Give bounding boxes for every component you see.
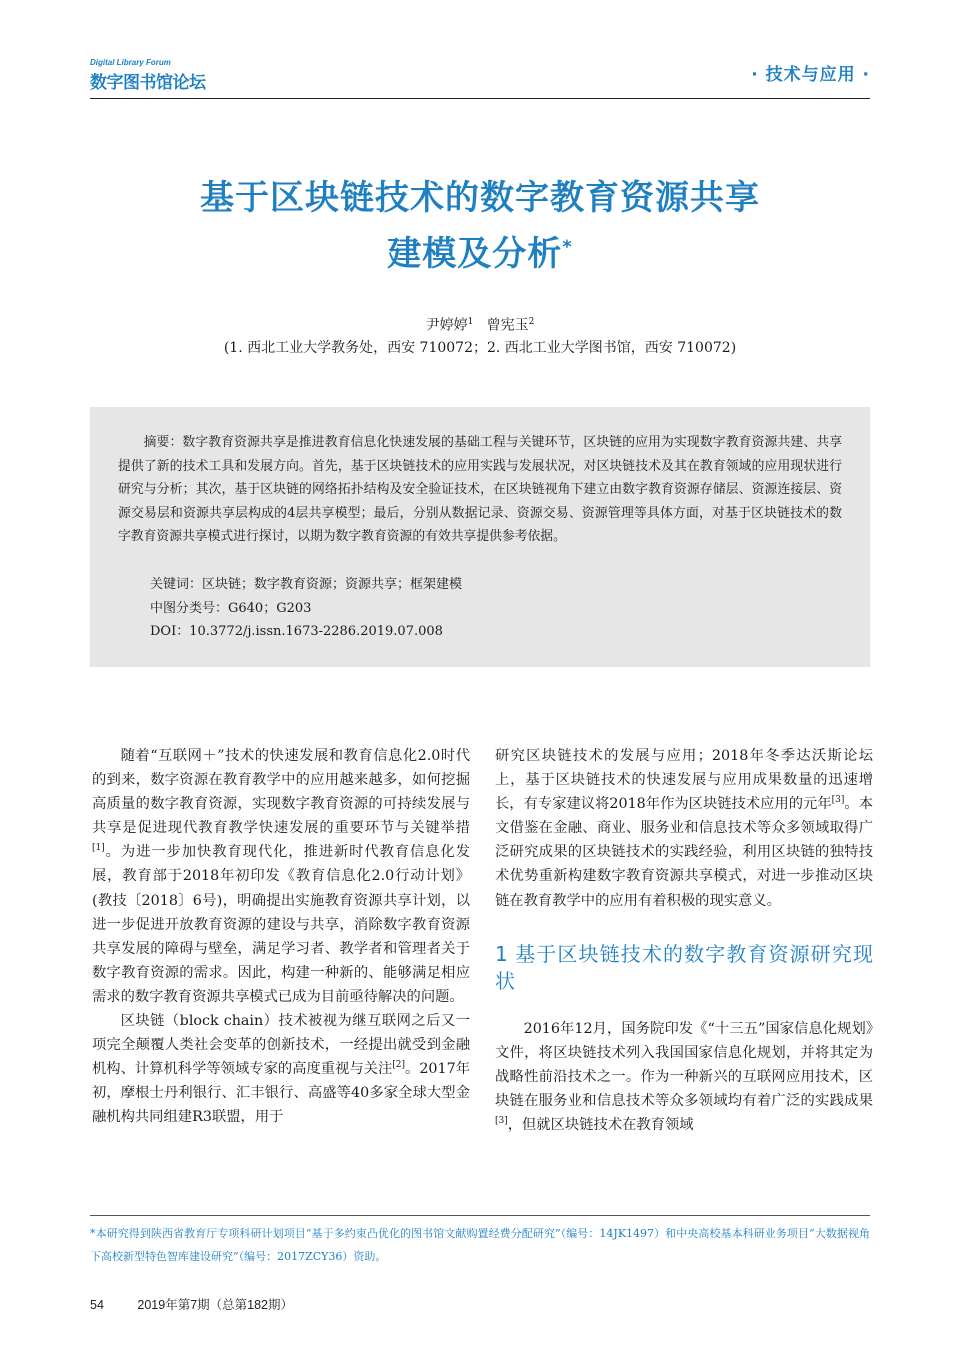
journal-logo: 数字图书馆论坛 <box>90 73 206 93</box>
page-number: 54 <box>90 1298 104 1312</box>
page-header <box>90 50 870 99</box>
author-affil-mark: 1 <box>467 317 474 327</box>
title-line-2: 建模及分析* <box>387 234 573 274</box>
keywords: 关键词：区块链；数字教育资源；资源共享；框架建模 <box>150 577 463 592</box>
abstract <box>118 431 842 549</box>
citation: [2] <box>392 1060 406 1071</box>
page-footer <box>90 1295 293 1313</box>
article-title <box>90 170 870 282</box>
paragraph: 随着“互联网＋”技术的快速发展和教育信息化2.0时代的到来，数字资源在教育教学中的应用越来越多，如何挖掘高质量的数字教育资源，实现数字教育资源的可持续发展与共享是促进现代教育教学快速发展的重要环节与关键举措[1]。为进一步加快教育现代化，推进新时代教育信息化发展，教育部于2018年初印发《教育信息化2.0行动计划》(教技〔2018〕6号)，明确提出实施教育资源共享计划，以进一步促进开放教育资源的建设与共享，消除数字教育资源共享发展的障碍与壁垒，满足学习者、教学者和管理者关于数字教育资源的需求。因此，构建一种新的、能够满足相应需求的数字教育资源共享模式已成为目前亟待解决的问题。 <box>92 748 470 1005</box>
paragraph: 区块链（block chain）技术被视为继互联网之后又一项完全颠覆人类社会变革的创新技术，一经提出就受到金融机构、计算机科学等领域专家的高度重视与关注[2]。2017年初，摩根士丹利银行、汇丰银行、高盛等40多家全球大型金融机构共同组建R3联盟，用于 <box>92 1013 470 1126</box>
author-affil-mark: 2 <box>528 317 535 327</box>
citation: [3] <box>831 795 845 806</box>
footnote-divider <box>90 1215 870 1216</box>
title-line-1: 基于区块链技术的数字教育资源共享 <box>200 178 760 218</box>
abstract-box <box>90 407 870 667</box>
doi: DOI：10.3772/j.issn.1673-2286.2019.07.008 <box>150 624 443 639</box>
paragraph: 研究区块链技术的发展与应用；2018年冬季达沃斯论坛上，基于区块链技术的快速发展与应用成果数量的迅速增长，有专家建议将2018年作为区块链技术应用的元年[3]。本文借鉴在金融、商业、服务业和信息技术等众多领域取得广泛研究成果的区块链技术的实践经验，利用区块链的独特技术优势重新构建数字教育资源共享模式，对进一步推动区块链在教育教学中的应用有着积极的现实意义。 <box>495 748 874 909</box>
citation: [3] <box>495 1116 508 1127</box>
citation: [1] <box>92 843 105 854</box>
body-column-left <box>92 744 470 1130</box>
abstract-text: 摘要：数字教育资源共享是推进教育信息化快速发展的基础工程与关键环节，区块链的应用为实现数字教育资源共建、共享提供了新的技术工具和发展方向。首先，基于区块链技术的应用实践与发展状况，对区块链技术及其在教育领域的应用现状进行研究与分析；其次，基于区块链的网络拓扑结构及安全验证技术，在区块链视角下建立由数字教育资源存储层、资源连接层、资源交易层和资源共享层构成的4层共享模型；最后，分别从数据记录、资源交易、资源管理等具体方面，对基于区块链技术的数字教育资源共享模式进行探讨，以期为数字教育资源的有效共享提供参考依据。 <box>118 435 842 544</box>
section-heading: 1 基于区块链技术的数字教育资源研究现状 <box>495 941 873 993</box>
paragraph: 2016年12月，国务院印发《“十三五”国家信息化规划》文件，将区块链技术列入我国国家信息化规划，并将其定为战略性前沿技术之一。作为一种新兴的互联网应用技术，区块链在服务业和信息技术等众多领域均有着广泛的实践成果[3]，但就区块链技术在教育领域 <box>495 1020 873 1134</box>
title-footnote-mark: * <box>562 236 573 258</box>
section-tag: · 技术与应用 · <box>751 65 870 85</box>
funding-footnote: *本研究得到陕西省教育厅专项科研计划项目“基于多约束凸优化的图书馆文献购置经费分配研究”（编号：14JK1497）和中央高校基本科研业务项目“大数据视角下高校新型特色智库建设研究”（编号：2017ZCY36）资助。 <box>90 1227 870 1263</box>
clc-number: 中图分类号：G640；G203 <box>150 600 312 616</box>
article-meta <box>150 573 462 644</box>
body-column-right <box>495 744 873 1137</box>
journal-logo-en: Digital Library Forum <box>90 58 171 67</box>
affiliation: (1. 西北工业大学教务处，西安 710072；2. 西北工业大学图书馆，西安 710072) <box>223 340 737 356</box>
author-name: 尹婷婷 <box>425 317 468 334</box>
author-list <box>90 312 870 336</box>
author-name: 曾宪玉 <box>486 317 529 334</box>
issue-info: 2019年第7期（总第182期） <box>137 1298 294 1312</box>
